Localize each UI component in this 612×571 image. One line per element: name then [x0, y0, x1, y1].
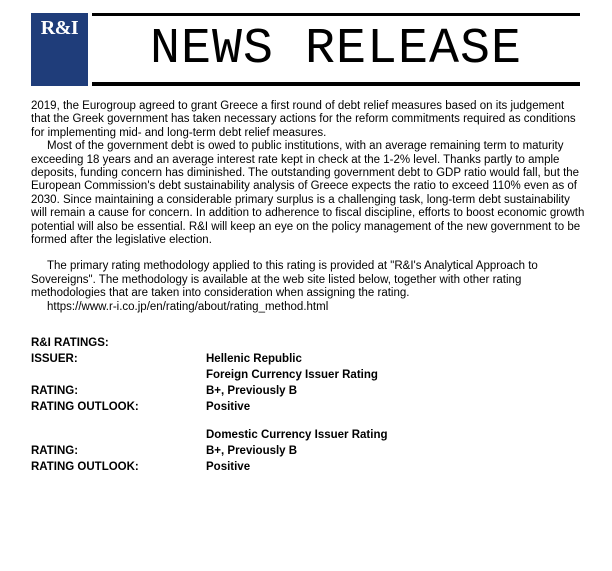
issuer-value: Hellenic Republic — [206, 353, 302, 365]
ratings-heading: R&I RATINGS: — [31, 337, 109, 349]
ratings-spacer — [31, 415, 586, 427]
paragraph-3: The primary rating methodology applied to this rating is provided at "R&I's Analytical Approach to Sovereigns". The methodology is available at the web site listed below, together with other rating methodologies that are taken into consideration when assigning the rating. — [31, 260, 538, 300]
header-rule-bottom — [92, 82, 580, 86]
release-body — [31, 100, 586, 314]
domestic-outlook-value: Positive — [206, 461, 251, 473]
foreign-outlook-value: Positive — [206, 401, 251, 413]
foreign-rating-label: RATING: — [31, 385, 79, 397]
foreign-outlook-row — [31, 399, 586, 415]
paragraph-2: Most of the government debt is owed to public institutions, with an average remaining term to maturity exceeding 18 years and an average interest rate kept in check at the 1-2% level. Thanks partly to ample deposits, funding concern has diminished. The outstanding government debt to GDP ratio would fall, but the European Commission's debt sustainability analysis of Greece expects the ratio to exceed 110% even as of 2030. Since maintaining a considerable primary surplus is a challenging task, long-term debt sustainability will remain a cause for concern. In addition to adherence to fiscal discipline, efforts to boost economic growth potential will also be essential. R&I will keep an eye on the policy management of the new government to be formed after the legislative election. — [31, 140, 585, 247]
ratings-block — [31, 335, 586, 475]
foreign-outlook-label: RATING OUTLOOK: — [31, 401, 139, 413]
ratings-heading-row — [31, 335, 586, 351]
page-header — [0, 0, 612, 95]
paragraph-1: 2019, the Eurogroup agreed to grant Greece a first round of debt relief measures based on its judgement that the Greek government has taken necessary actions for the reform commitments required as conditions for implementing mid- and long-term debt relief measures. — [31, 100, 576, 139]
ri-logo — [31, 13, 88, 86]
foreign-rating-row — [31, 383, 586, 399]
page-title: NEWS RELEASE — [149, 21, 523, 78]
domestic-title-row — [31, 427, 586, 443]
domestic-rating-label: RATING: — [31, 445, 79, 457]
foreign-rating-title: Foreign Currency Issuer Rating — [206, 369, 378, 381]
domestic-outlook-label: RATING OUTLOOK: — [31, 461, 139, 473]
logo-text: R&I — [40, 17, 79, 39]
domestic-rating-title: Domestic Currency Issuer Rating — [206, 429, 388, 441]
issuer-row — [31, 351, 586, 367]
domestic-rating-row — [31, 443, 586, 459]
domestic-rating-value: B+, Previously B — [206, 445, 298, 457]
issuer-label: ISSUER: — [31, 353, 78, 365]
header-rule-top — [92, 13, 580, 16]
foreign-rating-value: B+, Previously B — [206, 385, 298, 397]
paragraph-gap — [31, 247, 586, 260]
domestic-outlook-row — [31, 459, 586, 475]
methodology-url[interactable]: https://www.r-i.co.jp/en/rating/about/rating_method.html — [47, 300, 329, 313]
foreign-title-row — [31, 367, 586, 383]
